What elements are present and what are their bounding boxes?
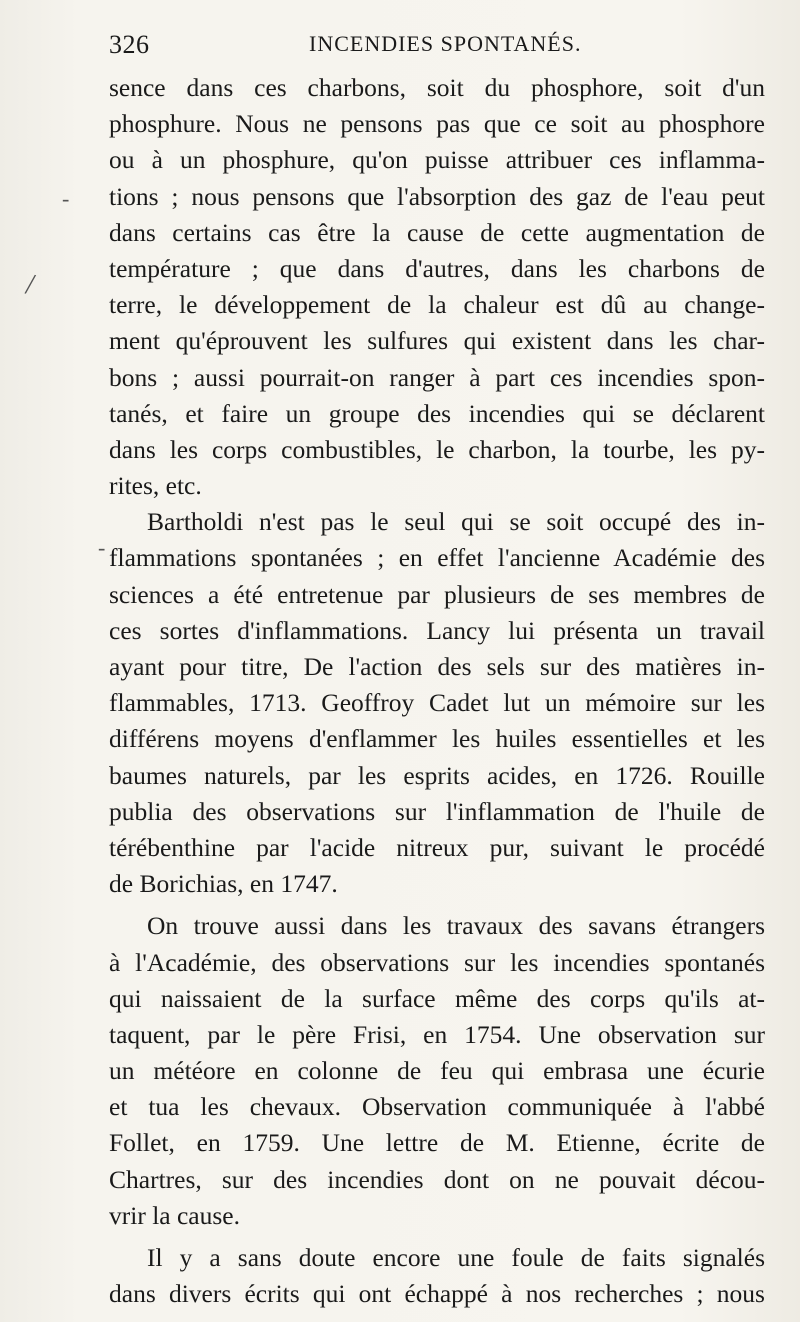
text-line: publia des observations sur l'inflammation de l'huile de [109, 796, 765, 826]
paragraph-first-line: Il y a sans doute encore une foule de faits signalés [147, 1243, 765, 1272]
text-line: dans les corps combustibles, le charbon, la tourbe, les py- [109, 434, 765, 464]
text-line: vrir la cause. [109, 1200, 240, 1230]
text-line: sciences a été entretenue par plusieurs de ses membres de [109, 579, 765, 609]
text-line: ces sortes d'inflammations. Lancy lui présenta un travail [109, 615, 765, 645]
text-line: flammations spontanées ; en effet l'ancienne Académie des [109, 543, 765, 573]
text-line: ment qu'éprouvent les sulfures qui existent dans les char- [109, 326, 765, 356]
page-number: 326 [109, 30, 150, 59]
page-header [109, 30, 769, 70]
running-head: INCENDIES SPONTANÉS. [309, 31, 582, 56]
text-line: flammables, 1713. Geoffroy Cadet lut un mémoire sur les [109, 688, 765, 718]
text-line: térébenthine par l'acide nitreux pur, suivant le procédé [109, 832, 765, 862]
text-line: à l'Académie, des observations sur les incendies spontanés [109, 947, 765, 977]
text-line: dans divers écrits qui ont échappé à nos recherches ; nous [109, 1279, 765, 1309]
text-line: tions ; nous pensons que l'absorption des gaz de l'eau peut [109, 181, 765, 211]
text-line: ayant pour titre, De l'action des sels sur des matières in- [109, 652, 765, 681]
margin-slash-mark: / [23, 267, 38, 302]
text-line: rites, etc. [109, 471, 202, 501]
text-line: terre, le développement de la chaleur est dû au change- [109, 290, 765, 320]
margin-dash-mark: - [98, 535, 106, 560]
text-line: différens moyens d'enflammer les huiles essentielles et les [109, 724, 765, 754]
text-line: température ; que dans d'autres, dans les charbons de [109, 253, 765, 283]
body-text [109, 70, 765, 1312]
text-line: un météore en colonne de feu qui embrasa une écurie [109, 1056, 765, 1086]
text-line: bons ; aussi pourrait-on ranger à part ces incendies spon- [109, 362, 765, 392]
margin-dash-mark: - [62, 186, 70, 211]
text-line: baumes naturels, par les esprits acides, en 1726. Rouille [109, 760, 765, 790]
text-line: ou à un phosphure, qu'on puisse attribuer ces inflamma- [109, 145, 765, 175]
paragraph-first-line: On trouve aussi dans les travaux des savans étrangers [147, 911, 765, 941]
text-line: sence dans ces charbons, soit du phosphore, soit d'un [109, 73, 765, 102]
paragraph-first-line: Bartholdi n'est pas le seul qui se soit occupé des in- [147, 507, 765, 537]
text-line: tanés, et faire un groupe des incendies qui se déclarent [109, 398, 765, 428]
text-line: et tua les chevaux. Observation communiquée à l'abbé [109, 1092, 765, 1122]
text-line: Chartres, sur des incendies dont on ne pouvait décou- [109, 1164, 765, 1194]
text-line: phosphure. Nous ne pensons pas que ce soit au phosphore [109, 109, 765, 139]
text-line: qui naissaient de la surface même des corps qu'ils at- [109, 983, 765, 1013]
text-line: dans certains cas être la cause de cette augmentation de [109, 217, 765, 247]
text-line: Follet, en 1759. Une lettre de M. Etienne, écrite de [109, 1128, 765, 1158]
text-line: taquent, par le père Frisi, en 1754. Une observation sur [109, 1019, 765, 1049]
text-line: de Borichias, en 1747. [109, 869, 338, 899]
